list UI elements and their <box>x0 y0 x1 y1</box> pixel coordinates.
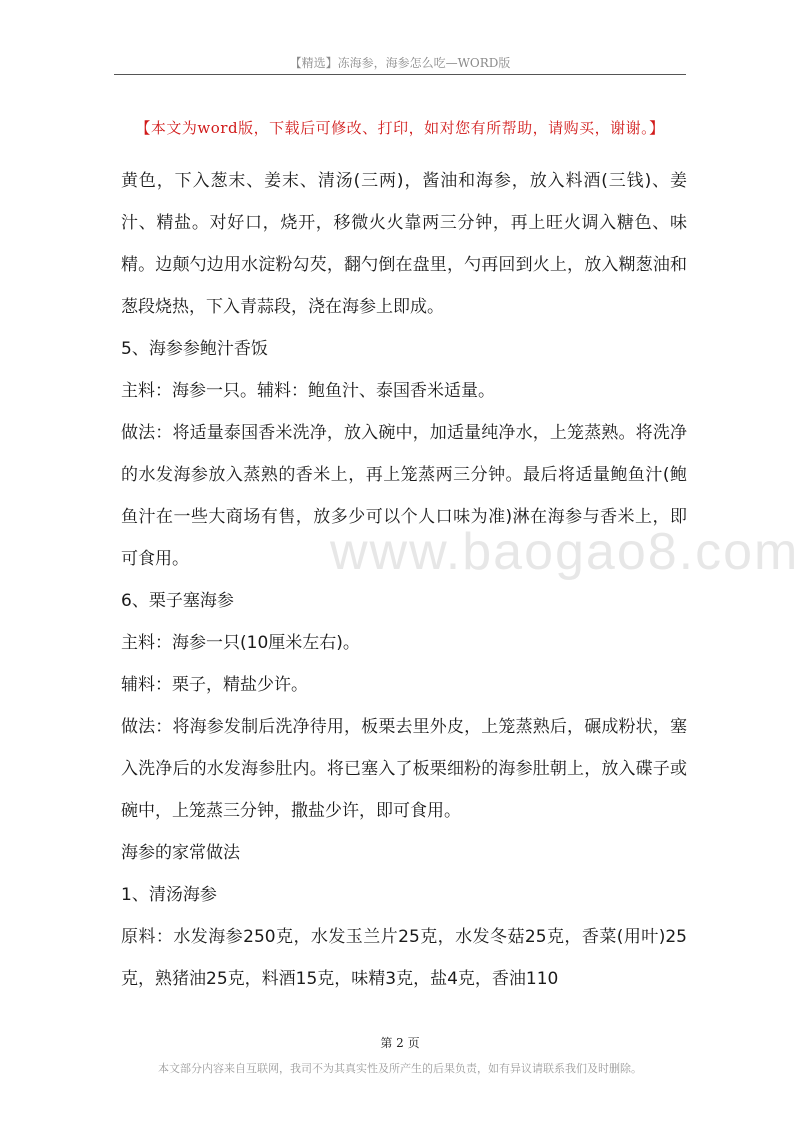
document-body <box>121 160 687 1000</box>
footer-disclaimer: 本文部分内容来自互联网，我司不为其真实性及所产生的后果负责，如有异议请联系我们及时删除。 <box>158 1062 642 1075</box>
paragraph-continuation: 黄色，下入葱末、姜末、清汤(三两)，酱油和海参，放入料酒(三钱)、姜汁、精盐。对好口，烧开，移微火火靠两三分钟，再上旺火调入糖色、味精。边颠勺边用水淀粉勾芡，翻勺倒在盘里，勺再回到火上，放入糊葱油和葱段烧热，下入青蒜段，浇在海参上即成。 <box>121 171 687 317</box>
header-divider <box>114 74 686 75</box>
method-5: 做法：将适量泰国香米洗净，放入碗中，加适量纯净水，上笼蒸熟。将洗净的水发海参放入蒸熟的香米上，再上笼蒸两三分钟。最后将适量鲍鱼汁(鲍鱼汁在一些大商场有售，放多少可以个人口味为准)淋在海参与香米上，即可食用。 <box>121 423 687 569</box>
method-6: 做法：将海参发制后洗净待用，板栗去里外皮，上笼蒸熟后，碾成粉状，塞入洗净后的水发海参肚内。将已塞入了板栗细粉的海参肚朝上，放入碟子或碗中，上笼蒸三分钟，撒盐少许，即可食用。 <box>121 717 687 821</box>
main-ingredients-6: 主料：海参一只(10厘米左右)。 <box>121 633 360 653</box>
page-number: 第 2 页 <box>380 1036 420 1050</box>
section-heading-home-style: 海参的家常做法 <box>121 843 240 863</box>
ingredients-1: 原料：水发海参250克，水发玉兰片25克，水发冬菇25克，香菜(用叶)25克，熟猪油25克，料酒15克，味精3克，盐4克，香油110 <box>121 927 687 989</box>
ingredients-5: 主料：海参一只。辅料：鲍鱼汁、泰国香米适量。 <box>121 381 495 401</box>
recipe-heading-6: 6、栗子塞海参 <box>121 591 234 611</box>
page-header-title: 【精选】冻海参，海参怎么吃—WORD版 <box>289 56 511 70</box>
auxiliary-ingredients-6: 辅料：栗子，精盐少许。 <box>121 675 308 695</box>
watermark: www.baogao8.com <box>330 523 800 581</box>
recipe-heading-5: 5、海参参鲍汁香饭 <box>121 339 268 359</box>
word-version-notice: 【本文为word版，下载后可修改、打印，如对您有所帮助，请购买，谢谢。】 <box>135 119 665 137</box>
recipe-heading-1: 1、清汤海参 <box>121 885 217 905</box>
